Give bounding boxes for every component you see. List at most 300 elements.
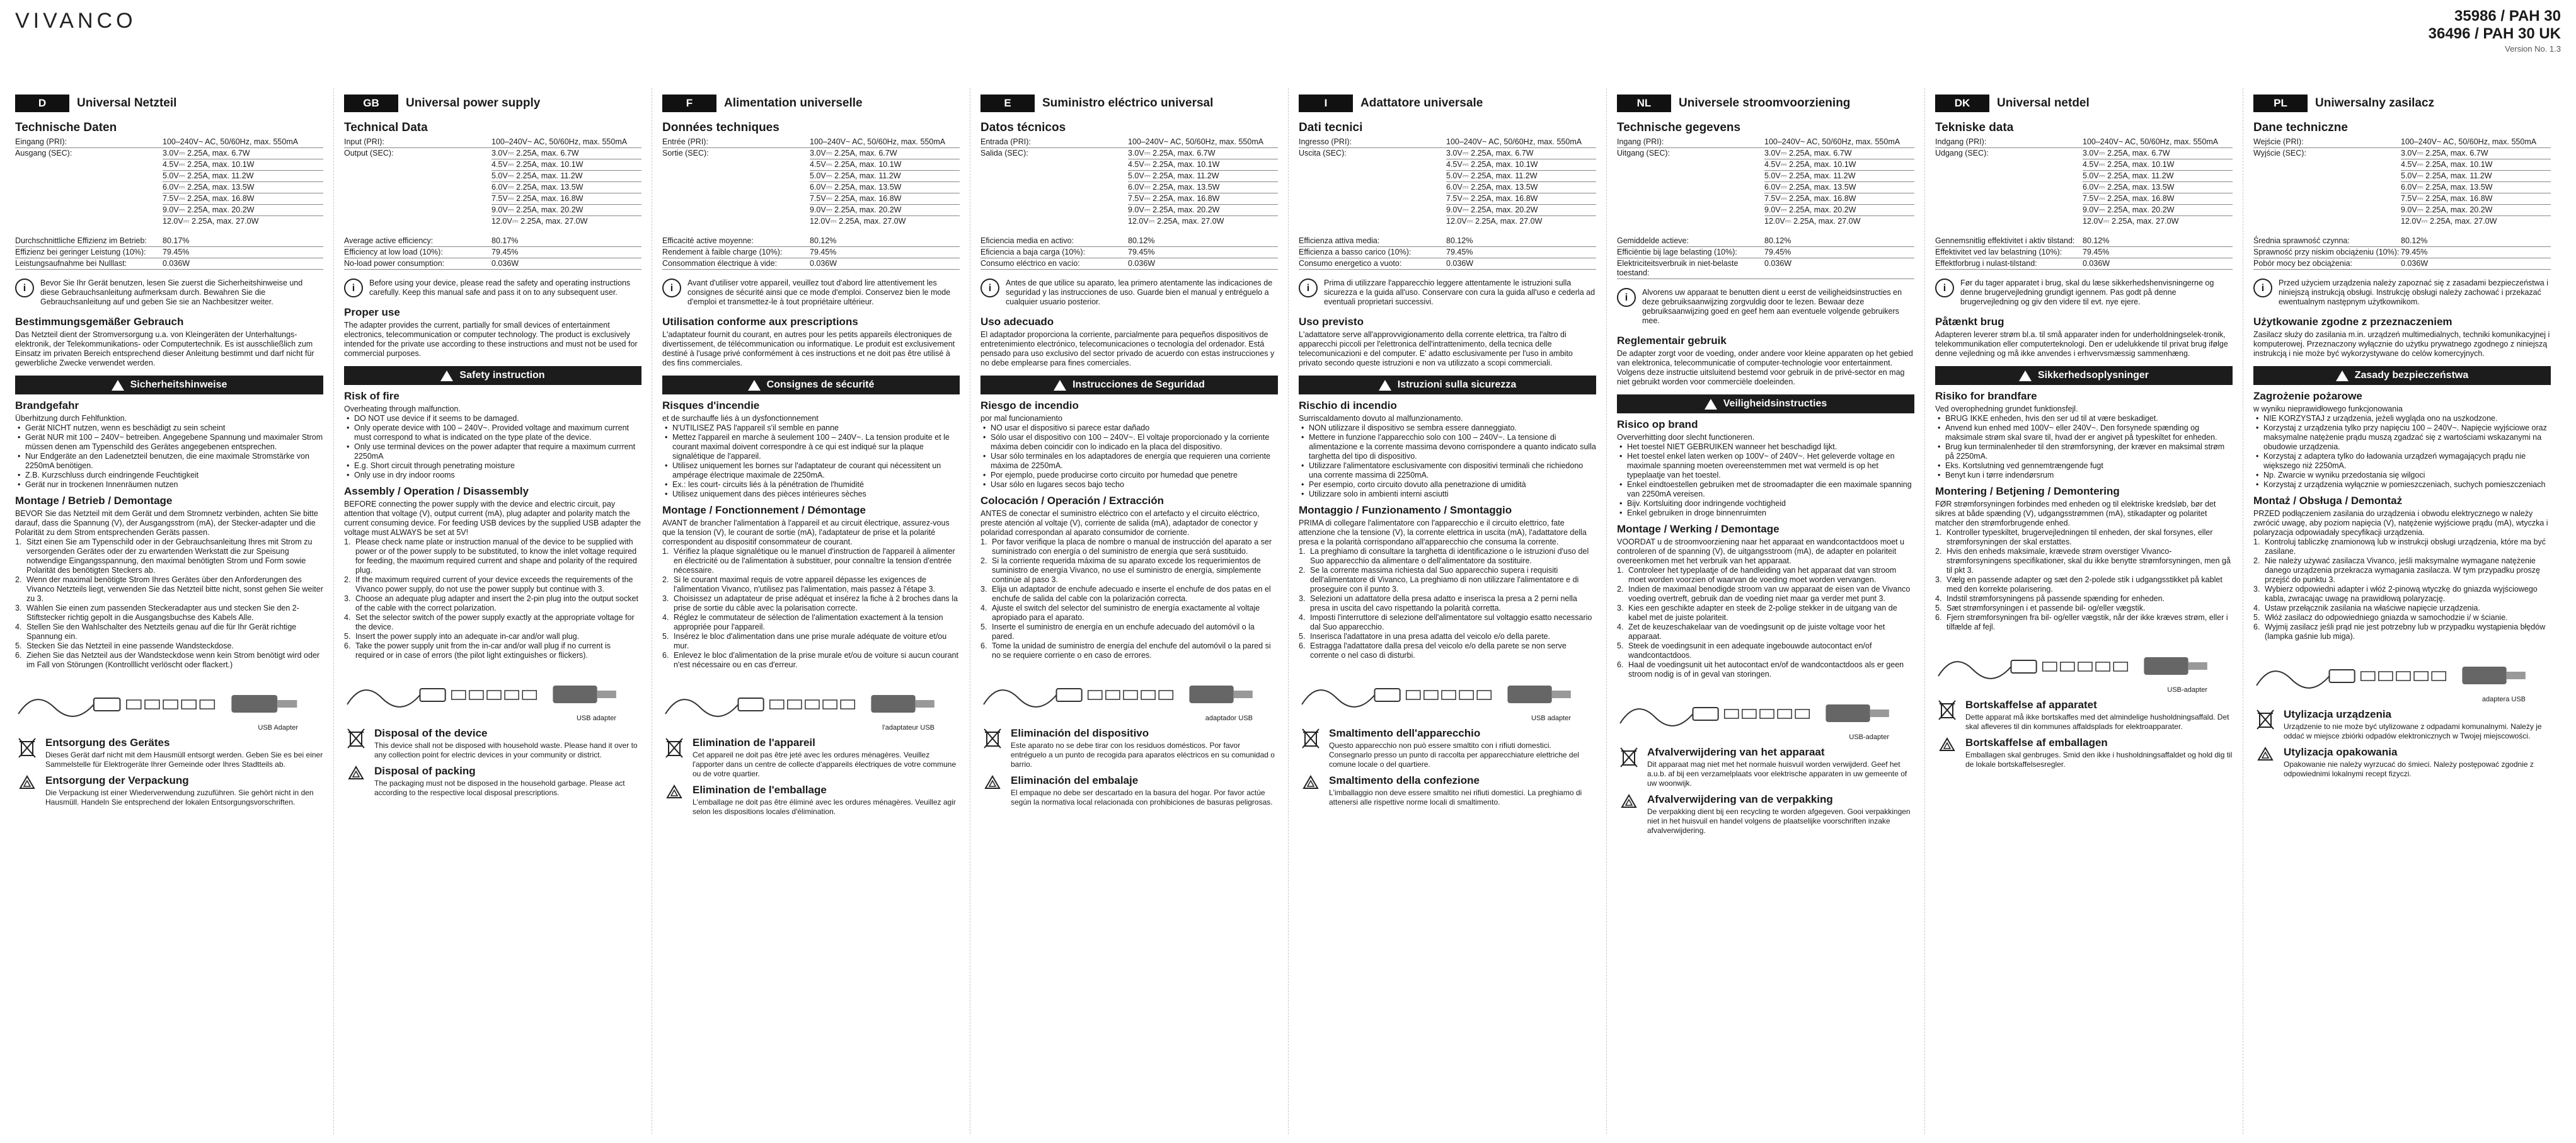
spec-key xyxy=(15,194,163,204)
spec-table xyxy=(662,137,960,270)
spec-key: Efficienza attiva media: xyxy=(1299,236,1380,245)
fire-risk-intro: Ved overophedning grundet funktionsfejl. xyxy=(1935,405,2078,413)
spec-row-efficiency xyxy=(662,236,960,246)
spec-value: 79.45% xyxy=(810,248,837,256)
spec-row-input xyxy=(15,137,323,147)
list-item: 5. Insérez le bloc d'alimentation dans une prise murale adéquate de voiture et/ou mur. xyxy=(662,632,947,650)
spec-value: 7.5V⎓ 2.25A, max. 16.8W xyxy=(1446,194,1538,203)
spec-key: Ingang (PRI): xyxy=(1617,137,1664,146)
spec-key: Uitgang (SEC): xyxy=(1617,149,1670,158)
list-item: 5. Insert the power supply into an adequate in-car and/or wall plug. xyxy=(344,632,580,641)
crossed-bin-icon xyxy=(980,727,1004,769)
usb-adapter-label: l'adaptateur USB xyxy=(882,724,934,732)
spec-row-output xyxy=(1299,183,1596,192)
spec-row-output xyxy=(1935,205,2233,215)
spec-key: Effektforbrug i nulast-tilstand: xyxy=(1935,259,2037,268)
list-item: 6. Take the power supply unit from the in-car and/or wall plug if no current is required or in case of errors (the pilot light extinguishes or flickers). xyxy=(344,641,611,660)
assembly-title: Montaż / Obsługa / Demontaż xyxy=(2253,495,2403,507)
device-disposal xyxy=(15,737,323,769)
spec-value: 7.5V⎓ 2.25A, max. 16.8W xyxy=(2401,194,2493,203)
spec-table xyxy=(15,137,323,270)
fire-risk-intro: et de surchauffe liés à un dysfonctionnement xyxy=(662,414,819,423)
spec-row-efficiency xyxy=(2253,236,2551,246)
packaging-disposal xyxy=(662,784,960,817)
list-item: • Benyt kun i tørre indendørsrum xyxy=(1935,471,2233,480)
disposal-packaging-title: Utylizacja opakowania xyxy=(2284,746,2398,758)
spec-value: 5.0V⎓ 2.25A, max. 11.2W xyxy=(1764,171,1856,180)
assembly-steps xyxy=(15,537,323,670)
recycling-icon xyxy=(344,765,368,798)
spec-value: 80.17% xyxy=(492,236,519,245)
spec-row-output xyxy=(980,194,1278,204)
list-item: • Gerät NUR mit 100 – 240V~ betreiben. Angegebene Spannung und maximaler Strom müssen denen am Typenschild des Gerätes angegebenen entsprechen. xyxy=(15,433,323,452)
warning-triangle-icon xyxy=(1054,380,1066,391)
list-item: 1. Controleer het typeplaatje of de handleiding van het apparaat dat van stroom moet worden voorzien of waarvan de voeding moet worden vervangen. xyxy=(1617,566,1897,584)
spec-row-input xyxy=(1617,137,1914,147)
list-item: • Korzystaj z urządzenia tylko przy napięciu 100 – 240V~. Napięcie wyjściowe oraz maksymalne natężenie prądu muszą zgadzać się z wartościami wskazanymi na obudowie urządzenia. xyxy=(2253,423,2551,452)
assembly-steps xyxy=(980,537,1278,660)
crossed-bin-icon xyxy=(1935,699,1959,732)
list-item: 5. Steek de voedingsunit in een adequate ingebouwde autocontact en/of wandcontactdoos. xyxy=(1617,641,1872,660)
spec-value: 0.036W xyxy=(1764,259,1792,268)
spec-row-efficiency xyxy=(662,259,960,268)
spec-row-input xyxy=(344,137,641,147)
disposal-packaging-title: Afvalverwijdering van de verpakking xyxy=(1647,793,1833,805)
spec-key: Pobór mocy bez obciążenia: xyxy=(2253,259,2353,268)
list-item: • Het toestel NIET GEBRUIKEN wanneer het beschadigd lijkt. xyxy=(1617,442,1914,452)
spec-value: 6.0V⎓ 2.25A, max. 13.5W xyxy=(2083,183,2175,192)
spec-value: 80.17% xyxy=(163,236,190,245)
warning-triangle-icon xyxy=(1705,399,1717,410)
spec-value: 6.0V⎓ 2.25A, max. 13.5W xyxy=(1446,183,1538,192)
disposal-packaging-text: L'imballaggio non deve essere smaltito nei rifiuti domestici. La preghiamo di attenersi alle rispettive norme locali di smaltimento. xyxy=(1329,788,1582,807)
language-code-badge: D xyxy=(15,95,69,112)
assembly-title: Montage / Betrieb / Demontage xyxy=(15,495,173,507)
language-column-e xyxy=(970,88,1288,1134)
assembly-title: Assembly / Operation / Disassembly xyxy=(344,485,529,497)
spec-row-output xyxy=(15,217,323,226)
language-code-badge: E xyxy=(980,95,1035,112)
usb-adapter-label: USB-adapter xyxy=(1849,733,1889,741)
spec-key xyxy=(1617,171,1764,181)
spec-row-input xyxy=(1299,137,1596,147)
step-text: Si la corriente requerida máxima de su aparato excede los requerimientos de suministro de energía Vivanco, no use el suministro de energía, simplemente continúe al paso 3. xyxy=(992,556,1262,584)
read-manual-icon: i xyxy=(980,279,999,297)
device-disposal xyxy=(344,727,641,760)
list-item: 3. Elija un adaptador de enchufe adecuado e inserte el enchufe de dos patas en el enchufe de salida del cable con la polarización correcta. xyxy=(980,585,1271,603)
language-column-dk xyxy=(1924,88,2243,1134)
plug-adapter-diagram xyxy=(2253,648,2551,703)
list-item: • Mettez l'appareil en marche à seulement 100 – 240V~. La tension produite et le courant maximal doivent correspondre à ce qui est indiqué sur la plaque signalétique de l'appareil. xyxy=(662,433,960,461)
language-column-i xyxy=(1288,88,1606,1134)
language-header xyxy=(662,95,960,112)
spec-row-output xyxy=(980,171,1278,181)
step-text: Take the power supply unit from the in-car and/or wall plug if no current is required or in case of errors (the pilot light extinguishes or flickers). xyxy=(355,641,611,660)
spec-value: 79.45% xyxy=(1446,248,1473,256)
spec-key: Entrada (PRI): xyxy=(980,137,1031,146)
step-text: Wybierz odpowiedni adapter i włóż 2-pinową wtyczkę do gniazda wyjściowego kabla, zwracając uwagę na prawidłową polaryzację. xyxy=(2265,585,2538,603)
safety-heading-bar xyxy=(15,376,323,394)
spec-row-efficiency xyxy=(980,259,1278,268)
list-item: 5. Stecken Sie das Netzteil in eine passende Wandsteckdose. xyxy=(15,641,234,650)
spec-key xyxy=(1935,183,2083,192)
notice-text: Before using your device, please read the safety and operating instructions carefully. Keep this manual safe and pass it on to any subsequent user. xyxy=(369,279,631,297)
spec-key xyxy=(1617,160,1764,169)
adapter-illustration-icon xyxy=(1299,667,1596,722)
recycling-icon xyxy=(662,784,686,817)
spec-row-output xyxy=(980,217,1278,226)
spec-key xyxy=(980,205,1128,215)
fire-risk-list xyxy=(662,423,960,499)
step-text: Zet de keuzeschakelaar van de voedingsunit op de juiste voltage voor het apparaat. xyxy=(1628,623,1885,641)
safety-heading-bar xyxy=(1299,376,1596,394)
spec-row-input xyxy=(662,137,960,147)
list-item: • NO usar el dispositivo si parece estar dañado xyxy=(980,423,1278,433)
spec-row-efficiency xyxy=(344,259,641,268)
list-item: 2. If the maximum required current of your device exceeds the requirements of the Vivanco power supply, do not use the power supply but continue with 3. xyxy=(344,575,633,594)
version-label: Version No. 1.3 xyxy=(2505,44,2561,54)
language-column-d xyxy=(15,88,333,1134)
spec-value: 80.12% xyxy=(1128,236,1155,245)
list-item: • Np. Zwarcie w wyniku przedostania się wilgoci xyxy=(2253,471,2551,480)
spec-title: Datos técnicos xyxy=(980,121,1066,134)
safety-heading-bar xyxy=(1935,366,2233,385)
disposal-device-title: Afvalverwijdering van het apparaat xyxy=(1647,746,1825,758)
step-text: Choisissez un adaptateur de prise adéquat et insérez la fiche à 2 broches dans la prise de sortie du câble avec la polarisation correcte. xyxy=(674,594,958,612)
step-text: Choose an adequate plug adapter and insert the 2-pin plug into the output socket of the cable with the correct polarization. xyxy=(355,594,638,612)
disposal-device-title: Utylizacja urządzenia xyxy=(2284,708,2392,720)
spec-row-output xyxy=(15,160,323,169)
intended-use-text: El adaptador proporciona la corriente, parcialmente para pequeños dispositivos de entretenimiento electrónico, telecomunicaciones o tecnología del ordenador. Está pensado para uso exclusivo del sector privado de acuerdo con estas instrucciones y no debe emplearse para fines comerciales. xyxy=(980,330,1275,367)
spec-value: 79.45% xyxy=(492,248,519,256)
list-item: 1. Kontroluj tabliczkę znamionową lub w instrukcji obsługi urządzenia, które ma być zasilane. xyxy=(2253,537,2546,556)
spec-value: 4.5V⎓ 2.25A, max. 10.1W xyxy=(1764,160,1856,169)
spec-row-output xyxy=(980,160,1278,169)
list-item: 2. Hvis den enheds maksimale, krævede strøm overstiger Vivanco-strømforsyningens specifikationer, skal du ikke benytte strømforsyningen, men gå til pkt 3. xyxy=(1935,547,2231,575)
list-item: 4. Ustaw przełącznik zasilania na właściwe napięcie urządzenia. xyxy=(2253,604,2480,612)
spec-key xyxy=(344,217,492,226)
spec-key xyxy=(15,171,163,181)
spec-value: 12.0V⎓ 2.25A, max. 27.0W xyxy=(2401,217,2497,226)
notice-text: Alvorens uw apparaat te benutten dient u eerst de veiligheidsinstructies en deze gebruiksaanwijzing zorgvuldig door te lezen. Bewaar deze gebruiksaanwijzing goed en geef hem aan eventuele volgende gebruikers mee. xyxy=(1642,288,1902,325)
fire-risk-title: Zagrożenie pożarowe xyxy=(2253,390,2362,402)
spec-row-efficiency xyxy=(1299,248,1596,257)
spec-row-efficiency xyxy=(344,236,641,246)
read-manual-notice xyxy=(1617,288,1914,326)
brand-logo: VIVANCO xyxy=(15,9,137,33)
plug-adapter-diagram xyxy=(1935,638,2233,694)
spec-key xyxy=(1935,205,2083,215)
list-item: 2. Si la corriente requerida máxima de su aparato excede los requerimientos de suministro de energía Vivanco, no use el suministro de energía, simplemente continúe al paso 3. xyxy=(980,556,1262,584)
spec-value: 79.45% xyxy=(1128,248,1155,256)
spec-row-output xyxy=(344,149,641,158)
spec-table xyxy=(344,137,641,270)
spec-value: 100–240V~ AC, 50/60Hz, max. 550mA xyxy=(1128,137,1264,146)
spec-value: 12.0V⎓ 2.25A, max. 27.0W xyxy=(1446,217,1543,226)
fire-risk-title: Risques d'incendie xyxy=(662,399,760,411)
intended-use-text: Das Netzteil dient der Stromversorgung u.a. von Kleingeräten der Unterhaltungs-elektronik, der Telekommunikations- oder Computertechnik. Es ist ausschließlich zum Einsatz im privaten Bereich entsprechend dieser Anleitung bestimmt und darf nicht für gewerbliche Zwecke verwendet werden. xyxy=(15,330,314,367)
spec-value: 0.036W xyxy=(2083,259,2110,268)
crossed-bin-icon xyxy=(344,727,368,760)
spec-row-output xyxy=(2253,171,2551,181)
intended-use-title: Użytkowanie zgodne z przeznaczeniem xyxy=(2253,316,2452,328)
assembly-intro: BEVOR Sie das Netzteil mit dem Gerät und dem Stromnetz verbinden, achten Sie bitte darauf, dass die Spannung (V), der Ausgangsstrom (mA), der Stecker-adapter und die Polarität zu dem Strom entsprechenden Geräts passen. xyxy=(15,509,318,537)
safety-heading-bar xyxy=(662,376,960,394)
device-disposal xyxy=(1299,727,1596,769)
disposal-packaging-text: El empaque no debe ser descartado en la basura del hogar. Por favor actúe según la normativa local relacionada con prohibiciones de basuras peligrosas. xyxy=(1011,788,1273,807)
disposal-device-text: Este aparato no se debe tirar con los residuos domésticos. Por favor entréguelo a un punto de recogida para aparatos eléctricos en su comunidad o barrio. xyxy=(1011,741,1275,769)
list-item: 4. Stellen Sie den Wahlschalter des Netzteils genau auf die für Ihr Gerät richtige Spannung ein. xyxy=(15,623,297,641)
assembly-title: Montering / Betjening / Demontering xyxy=(1935,485,2120,497)
intended-use-title: Bestimmungsgemäßer Gebrauch xyxy=(15,316,184,328)
safety-heading-bar xyxy=(1617,394,1914,413)
spec-row-efficiency xyxy=(1935,259,2233,268)
spec-value: 100–240V~ AC, 50/60Hz, max. 550mA xyxy=(2401,137,2537,146)
spec-value: 100–240V~ AC, 50/60Hz, max. 550mA xyxy=(163,137,299,146)
spec-value: 9.0V⎓ 2.25A, max. 20.2W xyxy=(2083,205,2175,214)
spec-key: Elektriciteitsverbruik in niet-belaste toestand: xyxy=(1617,259,1739,277)
disposal-device-text: This device shall not be disposed with household waste. Please hand it over to any collection point for electric devices in your community or district. xyxy=(374,741,638,759)
safety-heading: Zasady bezpieczeństwa xyxy=(2354,370,2469,381)
spec-key xyxy=(980,183,1128,192)
spec-key: Input (PRI): xyxy=(344,137,384,146)
spec-row-output xyxy=(1617,171,1914,181)
disposal-device-title: Disposal of the device xyxy=(374,727,488,739)
spec-key: Effizienz bei geringer Leistung (10%): xyxy=(15,248,146,256)
spec-row-efficiency xyxy=(1299,259,1596,268)
list-item: 3. Kies een geschikte adapter en steek de 2-polige stekker in de uitgang van de kabel met de juiste polariteit. xyxy=(1617,604,1897,622)
spec-key: Rendement à faible charge (10%): xyxy=(662,248,783,256)
spec-value: 0.036W xyxy=(1128,259,1156,268)
assembly-steps xyxy=(344,537,641,660)
assembly-steps xyxy=(1935,528,2233,632)
step-text: Réglez le commutateur de sélection de l'alimentation exactement à la tension appropriée pour l'appareil. xyxy=(674,613,943,631)
list-item: 6. Fjern strømforsyningen fra bil- og/eller vægstik, når der ikke kræves strøm, eller i tilfælde af fejl. xyxy=(1935,613,2228,631)
language-column-gb xyxy=(333,88,652,1134)
spec-value: 100–240V~ AC, 50/60Hz, max. 550mA xyxy=(1446,137,1582,146)
spec-table xyxy=(1935,137,2233,270)
safety-heading-bar xyxy=(2253,366,2551,385)
list-item: 4. Zet de keuzeschakelaar van de voedingsunit op de juiste voltage voor het apparaat. xyxy=(1617,623,1885,641)
spec-key: No-load power consumption: xyxy=(344,259,445,268)
spec-row-output xyxy=(662,217,960,226)
list-item: • Z.B. Kurzschluss durch eindringende Feuchtigkeit xyxy=(15,471,323,480)
step-text: Wyjmij zasilacz jeśli prąd nie jest potrzebny lub w przypadku wystąpienia błędów (lampka gaśnie lub miga). xyxy=(2265,623,2546,641)
spec-row-output xyxy=(2253,149,2551,158)
read-manual-icon: i xyxy=(1617,288,1636,307)
language-header xyxy=(1299,95,1596,112)
fire-risk-intro: por mal funcionamiento xyxy=(980,414,1062,423)
list-item: • Anvend kun enhed med 100V~ eller 240V~. Den forsynede spænding og maksimale strøm skal svare til, hvad der er angivet på typeskiltet for enheden. xyxy=(1935,423,2233,442)
spec-key xyxy=(344,171,492,181)
list-item: 3. Vælg en passende adapter og sæt den 2-polede stik i udgangsstikket på kablet med den korrekte polarisering. xyxy=(1935,575,2222,594)
warning-triangle-icon xyxy=(2336,370,2349,381)
notice-text: Bevor Sie Ihr Gerät benutzen, lesen Sie zuerst die Sicherheitshinweise und diese Gebrauchsanleitung aufmerksam durch. Bewahren Sie die Gebrauchsanleitung auf und geben Sie sie an Nachbesitzer weiter. xyxy=(40,279,303,306)
spec-value: 9.0V⎓ 2.25A, max. 20.2W xyxy=(810,205,902,214)
list-item: • Only use in dry indoor rooms xyxy=(344,471,641,480)
step-text: Fjern strømforsyningen fra bil- og/eller vægstik, når der ikke kræves strøm, eller i tilfælde af fejl. xyxy=(1946,613,2228,631)
recycling-icon xyxy=(1617,793,1641,836)
spec-row-output xyxy=(2253,160,2551,169)
list-item: 6. Tome la unidad de suministro de energía del enchufe del automóvil o la pared si no se requiere corriente o en caso de errores. xyxy=(980,641,1271,660)
spec-key xyxy=(980,160,1128,169)
spec-value: 80.12% xyxy=(1446,236,1473,245)
fire-risk-title: Risico op brand xyxy=(1617,418,1698,430)
list-item: 5. Inserte el suministro de energía en un enchufe adecuado del automóvil o la pared. xyxy=(980,623,1255,641)
spec-row-efficiency xyxy=(15,236,323,246)
spec-row-output xyxy=(1935,171,2233,181)
spec-row-output xyxy=(980,205,1278,215)
step-text: Ajuste el switch del selector del suministro de energía exactamente al voltaje apropiado para el aparato. xyxy=(992,604,1260,622)
spec-key: Sortie (SEC): xyxy=(662,149,709,158)
safety-heading: Safety instruction xyxy=(459,370,545,381)
list-item: • Brug kun terminalenheder til den strømforsyning, der kræver en maksimal strøm på 2250mA. xyxy=(1935,442,2233,461)
plug-adapter-diagram xyxy=(1617,686,1914,741)
spec-row-output xyxy=(15,194,323,204)
spec-key: Sprawność przy niskim obciążeniu (10%): xyxy=(2253,248,2400,256)
spec-value: 9.0V⎓ 2.25A, max. 20.2W xyxy=(492,205,584,214)
spec-value: 100–240V~ AC, 50/60Hz, max. 550mA xyxy=(810,137,946,146)
disposal-packaging-title: Elimination de l'emballage xyxy=(693,784,827,796)
warning-triangle-icon xyxy=(112,380,124,391)
list-item: 3. Wählen Sie einen zum passenden Steckeradapter aus und stecken Sie den 2-Stiftstecker richtig gepolt in die Ausgangsbuchse des Kabels Alle. xyxy=(15,604,299,622)
device-disposal xyxy=(1935,699,2233,732)
list-item: • N'UTILISEZ PAS l'appareil s'il semble en panne xyxy=(662,423,960,433)
list-item: • Eks. Kortslutning ved gennemtrængende fugt xyxy=(1935,461,2233,471)
assembly-intro: PRIMA di collegare l'alimentatore con l'apparecchio e il circuito elettrico, fate attenzione che la tensione (V), la corrente elettrica in uscita (mA), l'adattatore della presa e la polarità corrispondano all'apparecchio che consuma la corrente. xyxy=(1299,519,1587,546)
spec-row-output xyxy=(980,149,1278,158)
spec-value: 9.0V⎓ 2.25A, max. 20.2W xyxy=(163,205,255,214)
spec-key xyxy=(1935,217,2083,226)
fire-risk-list xyxy=(15,423,323,490)
list-item: • Usar sólo terminales en los adaptadores de energía que requieren una corriente máxima de 2250mA. xyxy=(980,452,1278,471)
disposal-packaging-text: Die Verpackung ist einer Wiederverwendung zuzuführen. Sie gehört nicht in den Hausmüll. Handeln Sie entsprechend der lokalen Entsorgungsvorschriften. xyxy=(45,788,314,807)
model-block xyxy=(2429,8,2561,54)
spec-key: Wejście (PRI): xyxy=(2253,137,2304,146)
safety-heading: Veiligheidsinstructies xyxy=(1723,398,1827,409)
fire-risk-list xyxy=(1617,442,1914,518)
spec-value: 3.0V⎓ 2.25A, max. 6.7W xyxy=(163,149,250,158)
fire-risk-intro: w wyniku nieprawidłowego funkcjonowania xyxy=(2253,405,2403,413)
packaging-disposal xyxy=(1299,774,1596,807)
spec-key: Efficienza a basso carico (10%): xyxy=(1299,248,1412,256)
spec-key xyxy=(662,183,810,192)
spec-row-output xyxy=(1299,160,1596,169)
list-item: 6. Wyjmij zasilacz jeśli prąd nie jest potrzebny lub w przypadku wystąpienia błędów (lampka gaśnie lub miga). xyxy=(2253,623,2546,641)
step-text: Stecken Sie das Netzteil in eine passende Wandsteckdose. xyxy=(26,641,234,650)
safety-heading: Istruzioni sulla sicurezza xyxy=(1397,379,1517,390)
spec-value: 100–240V~ AC, 50/60Hz, max. 550mA xyxy=(2083,137,2219,146)
list-item: • Nur Endgeräte an den Ladenetzteil benutzen, die eine maximale Stromstärke von 2250mA benötigen. xyxy=(15,452,323,471)
product-title: Alimentation universelle xyxy=(724,96,863,110)
spec-key xyxy=(1299,194,1446,204)
spec-row-output xyxy=(15,149,323,158)
spec-value: 3.0V⎓ 2.25A, max. 6.7W xyxy=(810,149,897,158)
spec-value: 7.5V⎓ 2.25A, max. 16.8W xyxy=(492,194,584,203)
notice-text: Før du tager apparatet i brug, skal du læse sikkerhedshenvisningerne og denne brugervejledning grundigt igennem. Pas godt på denne brugervejledning og giv den videre til evt. nye ejere. xyxy=(1960,279,2214,306)
spec-value: 80.12% xyxy=(2083,236,2110,245)
spec-key xyxy=(1299,171,1446,181)
adapter-illustration-icon xyxy=(980,667,1278,722)
spec-key: Gemiddelde actieve: xyxy=(1617,236,1689,245)
language-column-pl xyxy=(2243,88,2561,1134)
spec-key xyxy=(2253,194,2401,204)
spec-row-output xyxy=(2253,217,2551,226)
step-text: Elija un adaptador de enchufe adecuado e inserte el enchufe de dos patas en el enchufe de salida del cable con la polarización correcta. xyxy=(992,585,1271,603)
notice-text: Prima di utilizzare l'apparecchio leggere attentamente le istruzioni sulla sicurezza e la guida all'uso. Conservare con cura la guida all'uso e cederla ad eventuali proprietari successivi. xyxy=(1324,279,1596,306)
spec-value: 7.5V⎓ 2.25A, max. 16.8W xyxy=(810,194,902,203)
list-item: 5. Sæt strømforsyningen i et passende bil- og/eller vægstik. xyxy=(1935,604,2146,612)
spec-table xyxy=(1299,137,1596,270)
spec-row-output xyxy=(2253,205,2551,215)
step-text: Se la corrente massima richiesta dal Suo apparecchio supera i requisiti dell'alimentatore di Vivanco, La preghiamo di non utilizzare l'alimentatore e di proseguire con il punto 3. xyxy=(1310,566,1579,594)
list-item: 1. Please check name plate or instruction manual of the device to be supplied with power or of the power supply to be substituted, to know the inlet voltage required for feeding, the maximum required current and shape and polarity of the required plug. xyxy=(344,537,637,575)
spec-value: 79.45% xyxy=(2401,248,2428,256)
list-item: • Only operate device with 100 – 240V~. Provided voltage and maximum current must correspond to what is indicated on the type plate of the device. xyxy=(344,423,641,442)
disposal-device-text: Dette apparat må ikke bortskaffes med det almindelige husholdningsaffald. Det skal afleveres til din kommunes affaldsplads for elektroapparater. xyxy=(1965,713,2229,731)
fire-risk-title: Riesgo de incendio xyxy=(980,399,1079,411)
step-text: Set the selector switch of the power supply exactly at the appropriate voltage for the device. xyxy=(355,613,635,631)
spec-row-output xyxy=(344,171,641,181)
language-columns xyxy=(15,88,2561,1134)
packaging-disposal xyxy=(980,774,1278,807)
disposal-packaging-text: De verpakking dient bij een recycling te worden afgegeven. Gooi verpakkingen niet in het huisvuil en handel volgens de plaatselijke voorschriften inzake afvalverwijdering. xyxy=(1647,807,1911,835)
fire-risk-list xyxy=(1299,423,1596,499)
spec-value: 0.036W xyxy=(1446,259,1474,268)
spec-row-output xyxy=(662,149,960,158)
step-text: Vérifiez la plaque signalétique ou le manuel d'instruction de l'appareil à alimenter en électricité ou de l'alimentation à substituer, pour connaître la tension d'entrée nécessaire. xyxy=(674,547,955,575)
adapter-illustration-icon xyxy=(15,676,323,732)
spec-value: 6.0V⎓ 2.25A, max. 13.5W xyxy=(2401,183,2493,192)
fire-risk-list xyxy=(2253,414,2551,490)
disposal-packaging-title: Smaltimento della confezione xyxy=(1329,774,1480,786)
disposal-packaging-text: L'emballage ne doit pas être éliminé avec les ordures ménagères. Veuillez agir selon les dispositions locales d'élimination. xyxy=(693,798,956,816)
list-item: • Korzystaj z urządzenia wyłącznie w pomieszczeniach, suchych pomieszczeniach xyxy=(2253,480,2551,490)
list-item: • Bijv. Kortsluiting door indringende vochtigheid xyxy=(1617,499,1914,508)
list-item: • Only use terminal devices on the power adapter that require a maximum currrent 2250mA xyxy=(344,442,641,461)
usb-adapter-label: USB Adapter xyxy=(258,724,298,732)
list-item: 1. La preghiamo di consultare la targhetta di identificazione o le istruzioni d'uso del Suo apparecchio da alimentare o dell'alimentatore da sostituire. xyxy=(1299,547,1589,565)
disposal-device-text: Questo apparecchio non può essere smaltito con i rifiuti domestici. Consegnarlo presso un punto di raccolta per apparecchiature elettriche del comune locale o del quartiere. xyxy=(1329,741,1579,769)
assembly-title: Colocación / Operación / Extracción xyxy=(980,495,1164,507)
intended-use-title: Proper use xyxy=(344,306,400,318)
usb-adapter-label: USB adapter xyxy=(577,715,616,722)
spec-row-output xyxy=(1617,149,1914,158)
spec-key xyxy=(15,217,163,226)
read-manual-icon: i xyxy=(344,279,363,297)
plug-adapter-diagram xyxy=(980,667,1278,722)
spec-key xyxy=(344,160,492,169)
spec-key xyxy=(662,160,810,169)
notice-text: Antes de que utilice su aparato, lea primero atentamente las indicaciones de seguridad y las instrucciones de uso. Guarde bien el manual y entréguelo a cualquier usuario posterior. xyxy=(1006,279,1273,306)
spec-key xyxy=(662,205,810,215)
spec-key xyxy=(15,183,163,192)
intended-use-text: De adapter zorgt voor de voeding, onder andere voor kleine apparaten op het gebied van elektronica, telecommunicatie of computer-technologie voor entertainment. Volgens deze instructie uitsluitend bestemd voor gebruik in de privé-sector en mag niet gebruikt worden voor commerciële doeleinden. xyxy=(1617,349,1913,386)
disposal-device-title: Eliminación del dispositivo xyxy=(1011,727,1149,739)
disposal-packaging-title: Eliminación del embalaje xyxy=(1011,774,1139,786)
spec-value: 4.5V⎓ 2.25A, max. 10.1W xyxy=(2083,160,2175,169)
crossed-bin-icon xyxy=(662,737,686,779)
list-item: • Per esempio, corto circuito dovuto alla penetrazione di umidità xyxy=(1299,480,1596,490)
step-text: Si le courant maximal requis de votre appareil dépasse les exigences de l'alimentation Vivanco, n'utilisez pas l'alimentation, mais passez à l'étape 3. xyxy=(674,575,936,594)
step-text: Ziehen Sie das Netzteil aus der Wandsteckdose wenn kein Strom benötigt wird oder im Fall von Störungen (Kontrolllicht verlöscht oder flackert.) xyxy=(26,651,320,669)
spec-row-input xyxy=(2253,137,2551,147)
spec-row-efficiency xyxy=(1617,236,1914,246)
device-disposal xyxy=(980,727,1278,769)
plug-adapter-diagram xyxy=(344,667,641,722)
list-item: 3. Choisissez un adaptateur de prise adéquat et insérez la fiche à 2 broches dans la prise de sortie du câble avec la polarisation correcte. xyxy=(662,594,958,612)
language-code-badge: I xyxy=(1299,95,1353,112)
